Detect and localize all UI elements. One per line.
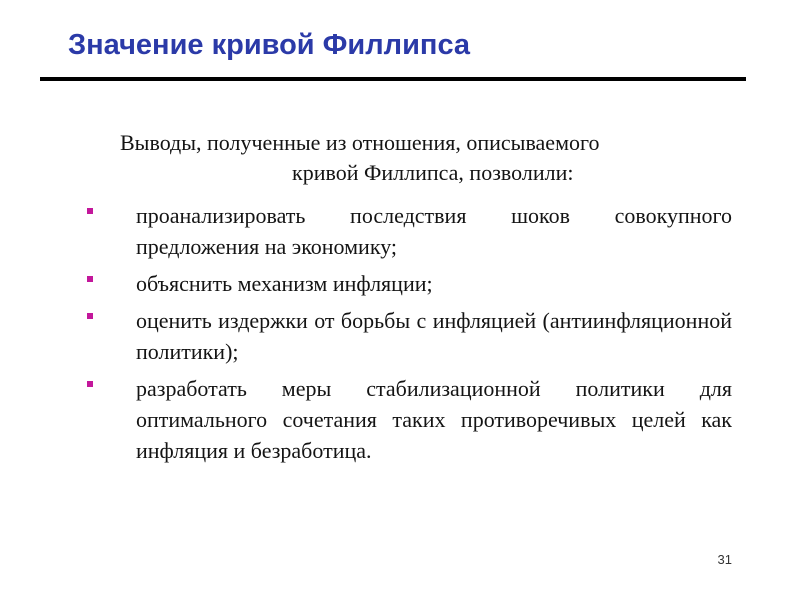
bullet-text: оценить издержки от борьбы с инфляцией (антиинфляционной политики); [136,308,732,364]
bullet-item [86,200,732,262]
bullet-text: объяснить механизм инфляции; [136,271,433,296]
bullet-list [86,200,732,472]
bullet-text: проанализировать последствия шоков совокупного предложения на экономику; [136,203,732,259]
bullet-text: разработать меры стабилизационной политики для оптимального сочетания таких противоречивых целей как инфляция и безработица. [136,376,732,463]
intro-paragraph [80,128,740,188]
bullet-item [86,373,732,466]
square-bullet-icon [87,381,93,387]
bullet-item [86,268,732,299]
square-bullet-icon [87,208,93,214]
square-bullet-icon [87,276,93,282]
intro-line-2: кривой Филлипса, позволили: [292,160,574,185]
page-number: 31 [717,552,732,567]
bullet-item [86,305,732,367]
title-divider [40,77,746,81]
intro-line-1: Выводы, полученные из отношения, описываемого [120,130,600,155]
slide-title: Значение кривой Филлипса [68,29,471,61]
square-bullet-icon [87,313,93,319]
